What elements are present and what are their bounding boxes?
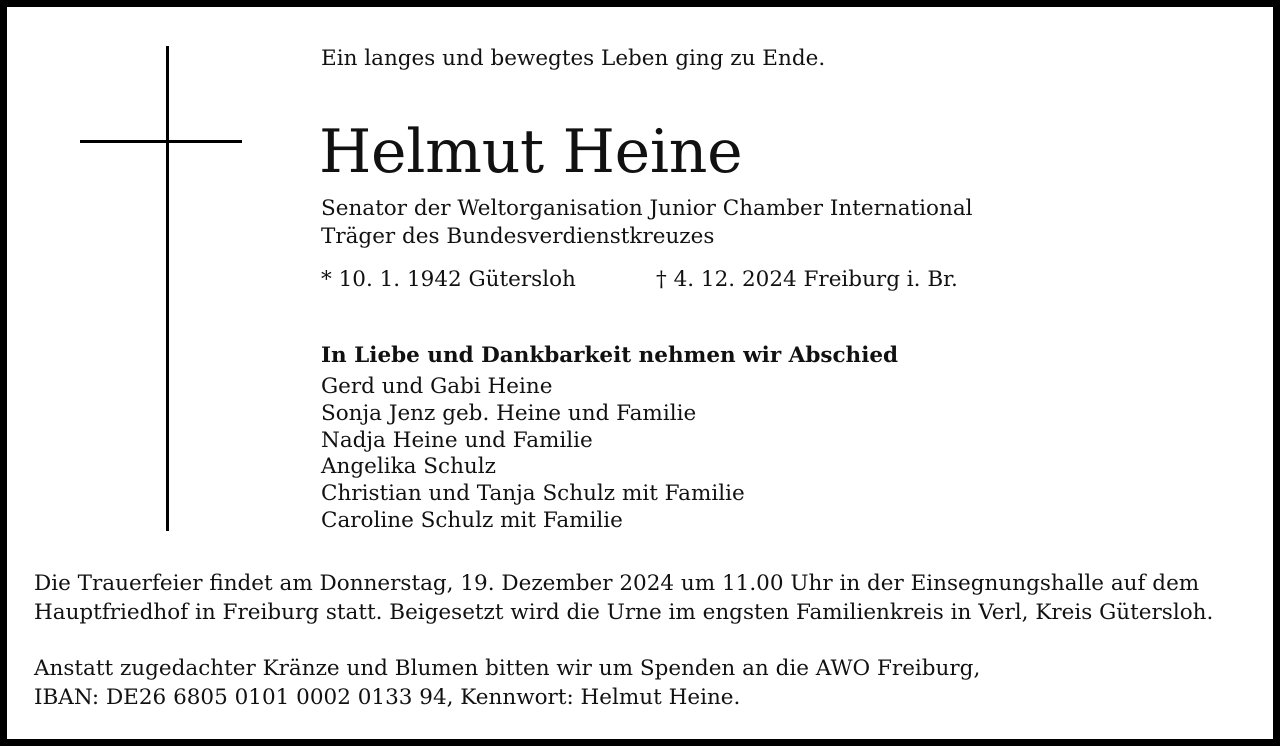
cross-icon bbox=[166, 46, 169, 531]
deceased-name: Helmut Heine bbox=[319, 117, 743, 187]
honor-title: Senator der Weltorganisation Junior Chamber International bbox=[321, 196, 973, 221]
mourner-name: Sonja Jenz geb. Heine und Familie bbox=[321, 400, 697, 426]
ceremony-info bbox=[34, 569, 1213, 627]
mourner-name: Caroline Schulz mit Familie bbox=[321, 507, 623, 533]
birth-date: * 10. 1. 1942 Gütersloh bbox=[321, 267, 576, 292]
donation-line: Anstatt zugedachter Kränze und Blumen bitten wir um Spenden an die AWO Freiburg, bbox=[34, 656, 981, 681]
mourner-name: Christian und Tanja Schulz mit Familie bbox=[321, 481, 745, 507]
mourner-name: Gerd und Gabi Heine bbox=[321, 374, 553, 399]
donation-info bbox=[34, 654, 980, 712]
ceremony-line: Die Trauerfeier findet am Donnerstag, 19. Dezember 2024 um 11.00 Uhr in der Einsegnungshalle auf dem bbox=[34, 571, 1200, 596]
mourner-name: Nadja Heine und Familie bbox=[321, 427, 593, 453]
donation-line: IBAN: DE26 6805 0101 0002 0133 94, Kennwort: Helmut Heine. bbox=[34, 685, 741, 710]
farewell-heading: In Liebe und Dankbarkeit nehmen wir Abschied bbox=[321, 343, 899, 368]
mourner-name: Angelika Schulz bbox=[321, 454, 496, 480]
ceremony-line: Hauptfriedhof in Freiburg statt. Beigesetzt wird die Urne im engsten Familienkreis in Verl, Kreis Gütersloh. bbox=[34, 600, 1214, 625]
cross-icon-bar bbox=[80, 140, 242, 143]
intro-text: Ein langes und bewegtes Leben ging zu Ende. bbox=[321, 46, 826, 71]
death-date: † 4. 12. 2024 Freiburg i. Br. bbox=[656, 267, 958, 292]
mourner-list bbox=[321, 374, 745, 535]
honor-title: Träger des Bundesverdienstkreuzes bbox=[321, 224, 715, 249]
